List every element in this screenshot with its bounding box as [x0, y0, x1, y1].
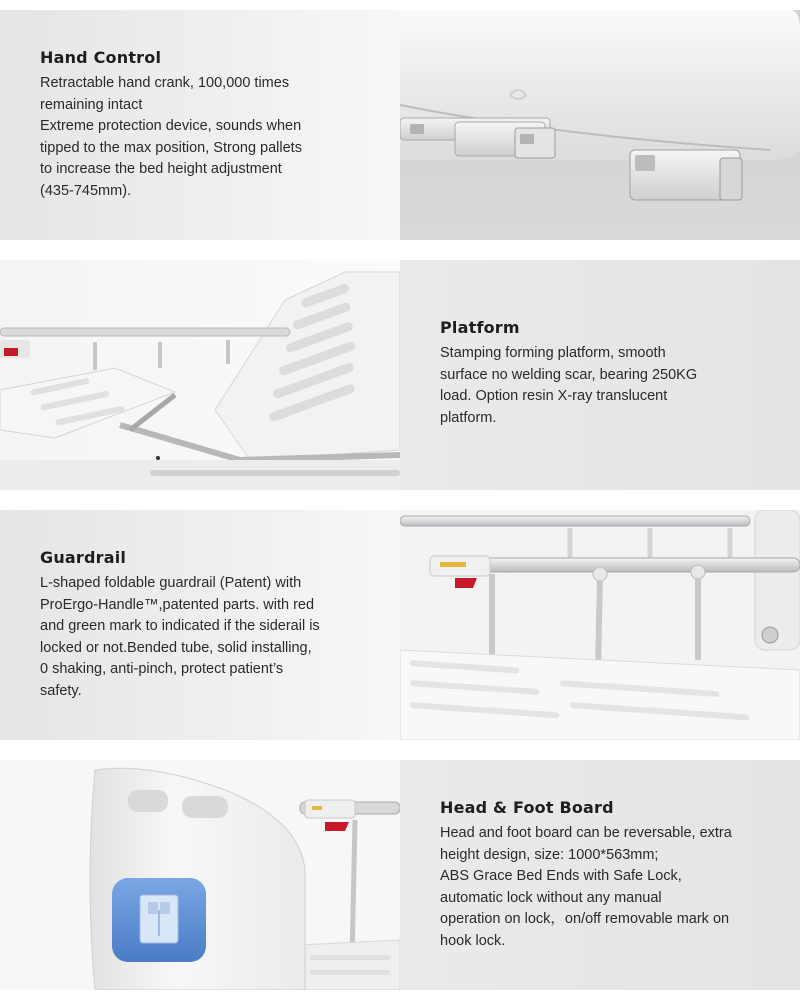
guardrail-text-panel [0, 510, 400, 740]
description-line: Extreme protection device, sounds when [40, 118, 302, 134]
description-line: Head and foot board can be reversable, extra [440, 825, 732, 841]
description-line: ProErgo-Handle™,patented parts. with red [40, 596, 315, 613]
description-line: 0 shaking, anti-pinch, protect patient’s [40, 661, 284, 677]
guardrail-photo [400, 510, 800, 740]
description-line: tipped to the max position, Strong pallets [40, 139, 302, 156]
feature-description [40, 73, 382, 202]
description-line: remaining intact [40, 96, 143, 113]
description-line: height design, size: 1000*563mm; [440, 846, 659, 863]
feature-platform [0, 260, 800, 490]
description-line: safety. [40, 682, 82, 699]
description-line: automatic lock without any manual [440, 889, 662, 906]
feature-title: Hand Control [40, 48, 162, 67]
description-line: Stamping forming platform, smooth [440, 345, 666, 361]
feature-title: Platform [440, 318, 520, 337]
description-line: ABS Grace Bed Ends with Safe Lock, [440, 868, 682, 884]
platform-photo [0, 260, 400, 490]
head-foot-board-text-panel [400, 760, 800, 990]
description-line: load. Option resin X-ray translucent [440, 388, 668, 404]
feature-description [40, 573, 382, 702]
hand-control-photo [400, 10, 800, 240]
description-line: L-shaped foldable guardrail (Patent) with [40, 575, 302, 591]
description-line: surface no welding scar, bearing 250KG [440, 366, 698, 383]
description-line: locked or not.Bended tube, solid installing, [40, 639, 312, 656]
description-line: operation on lock，on/off removable mark on [440, 911, 730, 927]
description-line: and green mark to indicated if the siderail is [40, 618, 320, 634]
feature-head-foot-board [0, 760, 800, 990]
description-line: Retractable hand crank, 100,000 times [40, 75, 290, 91]
feature-title: Guardrail [40, 548, 127, 567]
feature-guardrail [0, 510, 800, 740]
feature-description [440, 343, 782, 429]
platform-text-panel [400, 260, 800, 490]
hand-control-text-panel [0, 10, 400, 240]
feature-title: Head & Foot Board [440, 798, 614, 817]
description-line: platform. [440, 409, 497, 426]
feature-hand-control [0, 10, 800, 240]
description-line: hook lock. [440, 932, 506, 949]
head-foot-board-photo [0, 760, 400, 990]
description-line: to increase the bed height adjustment [40, 161, 282, 177]
feature-description [440, 823, 782, 952]
description-line: (435-745mm). [40, 182, 132, 199]
